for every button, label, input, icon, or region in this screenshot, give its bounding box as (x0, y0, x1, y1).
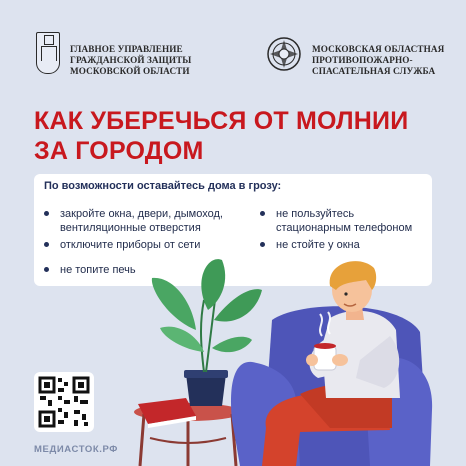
advice-text: не пользуйтесь (276, 208, 355, 220)
advice-text: закройте окна, двери, дымоход, (60, 208, 223, 220)
qr-code-icon (34, 372, 94, 432)
org1-line-2: ГРАЖДАНСКОЙ ЗАЩИТЫ (70, 55, 192, 65)
advice-heading: По возможности оставайтесь дома в грозу: (44, 180, 282, 192)
plant-icon (152, 259, 262, 372)
org2-line-2: ПРОТИВОПОЖАРНО- (312, 55, 413, 65)
site-link[interactable]: МЕДИАСТОК.РФ (34, 444, 119, 455)
plant-pot (184, 370, 228, 406)
org1-line-3: МОСКОВСКОЙ ОБЛАСТИ (70, 66, 190, 76)
org2-line-3: СПАСАТЕЛЬНАЯ СЛУЖБА (312, 66, 436, 76)
advice-text: отключите приборы от сети (60, 239, 201, 251)
org1-line-1: ГЛАВНОЕ УПРАВЛЕНИЕ (70, 44, 183, 54)
mug-icon (314, 343, 336, 370)
advice-text: не стойте у окна (276, 239, 360, 251)
advice-text: вентиляционные отверстия (60, 222, 201, 234)
title-line-2: ЗА ГОРОДОМ (34, 137, 204, 165)
advice-text: стационарным телефоном (276, 222, 413, 234)
org2-line-1: МОСКОВСКАЯ ОБЛАСТНАЯ (312, 44, 445, 54)
advice-text: не топите печь (60, 264, 136, 276)
title-line-1: КАК УБЕРЕЧЬСЯ ОТ МОЛНИИ (34, 107, 409, 135)
